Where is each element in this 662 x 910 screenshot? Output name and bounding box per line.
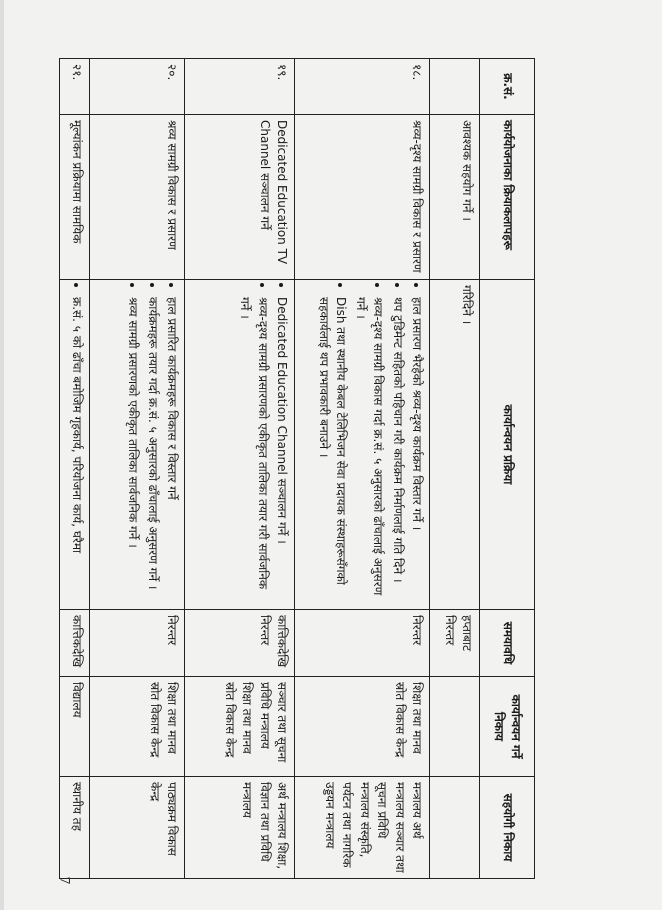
list-item: • कार्यक्रमहरू तयार गर्दा क्र.सं. ५ अनुसारको ढाँचालाई अनुसरण गर्ने । [143,297,160,604]
list-item: • श्रव्य सामग्री प्रसारणको एकीकृत तालिका सार्वजनिक गर्ने । [124,297,141,604]
header-process: कार्यान्वयन प्रक्रिया [480,280,535,610]
cell-timeframe: निरन्तर [90,610,185,677]
table-row [60,59,90,879]
cell-activity: Dedicated Education TV Channel सञ्चालन गर्ने [185,115,295,280]
header-activity: कार्ययोजनाका क्रियाकलापहरू [480,115,535,280]
list-item: • श्रव्य-दृश्य सामग्री विकास गर्दा क्र.सं. ५ अनुसारको ढाँचालाई अनुसरण गर्ने । [351,297,386,604]
cell-support: पाठ्यक्रम विकास केन्द्र [90,777,185,879]
cell-process [90,280,185,610]
process-text: गरिदिने । [460,285,474,325]
list-item: • क्र.सं. ५ को ढाँचा बमोजिम गृहकार्य, परियोजना कार्य, घरैमा [68,297,85,604]
process-list [315,285,425,604]
header-timeframe: समयावधि [480,610,535,677]
cell-process [430,280,480,610]
rotated-page [5,58,535,878]
cell-sn: १८. [295,59,430,115]
cell-timeframe: कात्तिकदेखि निरन्तर [185,610,295,677]
cell-sn: २०. [90,59,185,115]
cell-timeframe: कात्तिकदेखि [60,610,90,677]
list-item: • श्रव्य-दृश्य सामग्री प्रसारणको एकीकृत तालिका तयार गरी सार्वजनिक गर्ने । [236,297,271,604]
header-sn: क्र.सं. [480,59,535,115]
list-item: • Dedicated Education Channel सञ्चालन गर्ने । [273,297,290,604]
cell-support: स्थानीय तह [60,777,90,879]
process-list [236,285,290,604]
cell-timeframe: हप्ताबाट निरन्तर [430,610,480,677]
header-support: सहयोगी निकाय [480,777,535,879]
process-list [124,285,180,604]
cell-activity: आवश्यक सहयोग गर्ने । [430,115,480,280]
cell-support: मन्त्रालय अर्थ मन्त्रालय सञ्चार तथा सूचना प्रविधि मन्त्रालय संस्कृति, पर्यटन तथा नागरिक उड्डयन मन्त्रालय [295,777,430,879]
cell-activity: मूल्यांकन प्रक्रियामा सामयिक [60,115,90,280]
cell-support [430,777,480,879]
cell-activity: श्रव्य सामग्री विकास र प्रसारण [90,115,185,280]
cell-sn: १९. [185,59,295,115]
list-item: • हाल प्रसारण भैरहेको श्रव्य-दृश्य कार्यक्रम विस्तार गर्ने । [408,297,425,604]
scan-edge [0,0,4,910]
page-number: 7 [56,876,72,885]
cell-lead [430,677,480,777]
cell-lead: शिक्षा तथा मानव स्रोत विकास केन्द्र [90,677,185,777]
cell-lead: शिक्षा तथा मानव स्रोत विकास केन्द्र [295,677,430,777]
header-lead: कार्यान्वयन गर्ने निकाय [480,677,535,777]
cell-process [295,280,430,610]
process-list [68,285,85,604]
table-row [90,59,185,879]
cell-timeframe: निरन्तर [295,610,430,677]
cell-process [60,280,90,610]
cell-process [185,280,295,610]
list-item: • Dish तथा स्थानीय केबल टेलिभिजन सेवा प्रदायक संस्थाहरूसँगको सहकार्यलाई थप प्रभावकारी बनाउने । [315,297,350,604]
header-row [480,59,535,879]
list-item: • थप टुडिमेन्ट सहितको पहिचान गरी कार्यक्रम निर्माणलाई गति दिने । [388,297,405,604]
cell-sn [430,59,480,115]
table-row [295,59,430,879]
cell-lead: सञ्चार तथा सूचना प्रविधि मन्त्रालय शिक्षा तथा मानव स्रोत विकास केन्द्र [185,677,295,777]
cell-activity: श्रव्य-दृश्य सामग्री विकास र प्रसारण [295,115,430,280]
action-plan-table [59,58,535,879]
table-row [430,59,480,879]
table-row [185,59,295,879]
cell-support: अर्थ मन्त्रालय शिक्षा, विज्ञान तथा प्रविधि मन्त्रालय [185,777,295,879]
cell-lead: विद्यालय [60,677,90,777]
list-item: • हाल प्रसारित कार्यक्रमहरू विकास र विस्तार गर्ने [163,297,180,604]
cell-sn: २१. [60,59,90,115]
